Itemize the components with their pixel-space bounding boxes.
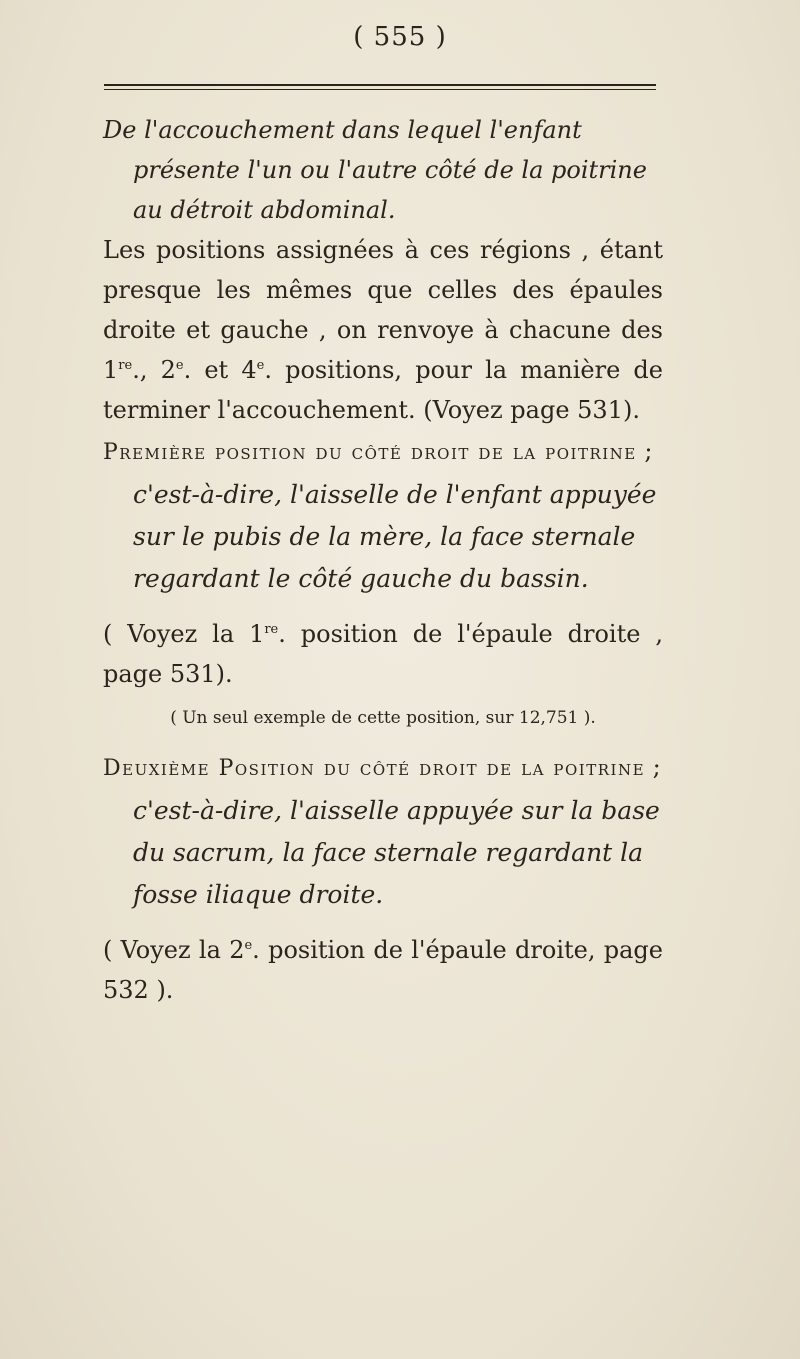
- intro-num-1: 1: [103, 356, 119, 384]
- intro-text-2: . positions, pour la manière de terminer l'accouchement. (Voyez page 531).: [103, 356, 663, 424]
- intro-num-4: . et 4: [183, 356, 257, 384]
- second-position-heading: [103, 746, 663, 916]
- intro-num-2: ., 2: [132, 356, 176, 384]
- intro-sup-3: e: [256, 358, 265, 373]
- first-ref-b: . position de l'épaule droite , page 531).: [103, 620, 663, 688]
- first-note: ( Un seul exemple de cette position, sur 12,751 ).: [170, 708, 596, 728]
- intro-sup-1: re: [118, 358, 133, 373]
- first-heading-sep: ;: [636, 437, 653, 465]
- section-title-text: De l'accouchement dans lequel l'enfant présente l'un ou l'autre côté de la poitrine au détroit abdominal.: [103, 116, 647, 224]
- second-heading-italic: c'est-à-dire, l'aisselle appuyée sur la base du sacrum, la face sternale regardant la fosse iliaque droite.: [133, 796, 660, 909]
- second-heading-sep: ;: [645, 753, 661, 781]
- first-heading-caps: Première position du côté droit de la poitrine: [103, 440, 637, 465]
- second-reference: [103, 930, 663, 1010]
- page-content: [103, 110, 663, 1010]
- intro-paragraph: [103, 230, 663, 430]
- first-ref-a: ( Voyez la 1: [103, 620, 265, 648]
- page-number: ( 555 ): [353, 22, 447, 52]
- second-ref-b: . position de l'épaule droite, page 532 ).: [103, 936, 663, 1004]
- second-ref-sup: e: [244, 938, 253, 953]
- first-reference: [103, 614, 663, 694]
- section-title: [103, 110, 663, 230]
- header-rule: [104, 84, 656, 90]
- first-position-heading: [103, 430, 663, 600]
- second-ref-a: ( Voyez la 2: [103, 936, 245, 964]
- intro-text-1: Les positions assignées à ces régions , étant presque les mêmes que celles des épaules droite et gauche , on renvoye à chacune des: [103, 236, 663, 344]
- second-heading-caps: Deuxième Position du côté droit de la poitrine: [103, 756, 646, 781]
- first-heading-italic: c'est-à-dire, l'aisselle de l'enfant appuyée sur le pubis de la mère, la face sternale regardant le côté gauche du bassin.: [133, 480, 657, 593]
- intro-sup-2: e: [175, 358, 184, 373]
- first-ref-sup: re: [264, 622, 279, 637]
